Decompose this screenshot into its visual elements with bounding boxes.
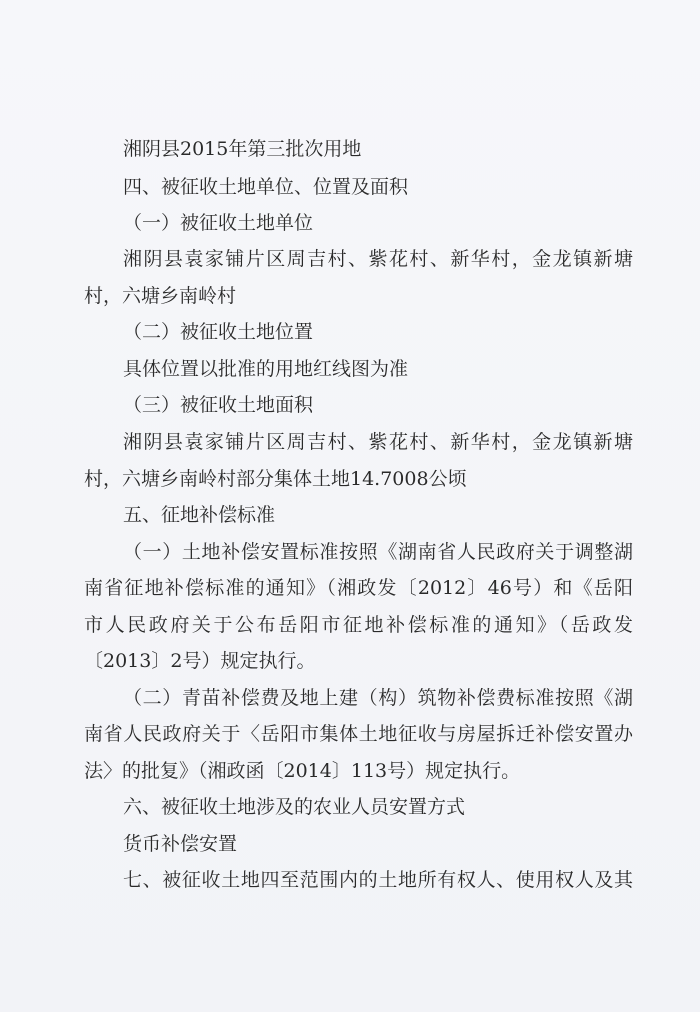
- section-heading-6: 六、被征收土地涉及的农业人员安置方式: [123, 796, 466, 818]
- subheading-4-1: （一）被征收土地单位: [123, 212, 314, 234]
- text-line-5: 村，六塘乡南岭村: [84, 285, 237, 307]
- text-line-4: 湘阴县袁家铺片区周吉村、紫花村、新华村，金龙镇新塘: [123, 248, 633, 270]
- text-line-10: 村，六塘乡南岭村部分集体土地14.7008公顷: [84, 468, 467, 490]
- text-line-13: 南省征地补偿标准的通知》（湘政发〔2012〕46号）和《岳阳: [84, 577, 633, 599]
- section-heading-4: 四、被征收土地单位、位置及面积: [123, 176, 409, 198]
- subheading-4-2: （二）被征收土地位置: [123, 321, 314, 343]
- text-line-16: （二）青苗补偿费及地上建（构）筑物补偿费标准按照《湖: [123, 687, 633, 709]
- text-line-20: 货币补偿安置: [123, 833, 238, 855]
- text-line-15: 〔2013〕2号）规定执行。: [84, 650, 316, 672]
- subheading-4-3: （三）被征收土地面积: [123, 394, 314, 416]
- text-line-7: 具体位置以批准的用地红线图为准: [123, 358, 409, 380]
- text-line-17: 南省人民政府关于〈岳阳市集体土地征收与房屋拆迁补偿安置办: [84, 723, 633, 745]
- text-line-18: 法〉的批复》（湘政函〔2014〕113号）规定执行。: [84, 760, 521, 782]
- text-line-12: （一）土地补偿安置标准按照《湖南省人民政府关于调整湖: [123, 541, 633, 563]
- section-heading-5: 五、征地补偿标准: [123, 504, 276, 526]
- section-heading-7: 七、被征收土地四至范围内的土地所有权人、使用权人及其: [123, 869, 633, 891]
- text-line-1: 湘阴县2015年第三批次用地: [123, 138, 362, 160]
- text-line-14: 市人民政府关于公布岳阳市征地补偿标准的通知》（岳政发: [84, 614, 633, 636]
- text-line-9: 湘阴县袁家铺片区周吉村、紫花村、新华村，金龙镇新塘: [123, 431, 633, 453]
